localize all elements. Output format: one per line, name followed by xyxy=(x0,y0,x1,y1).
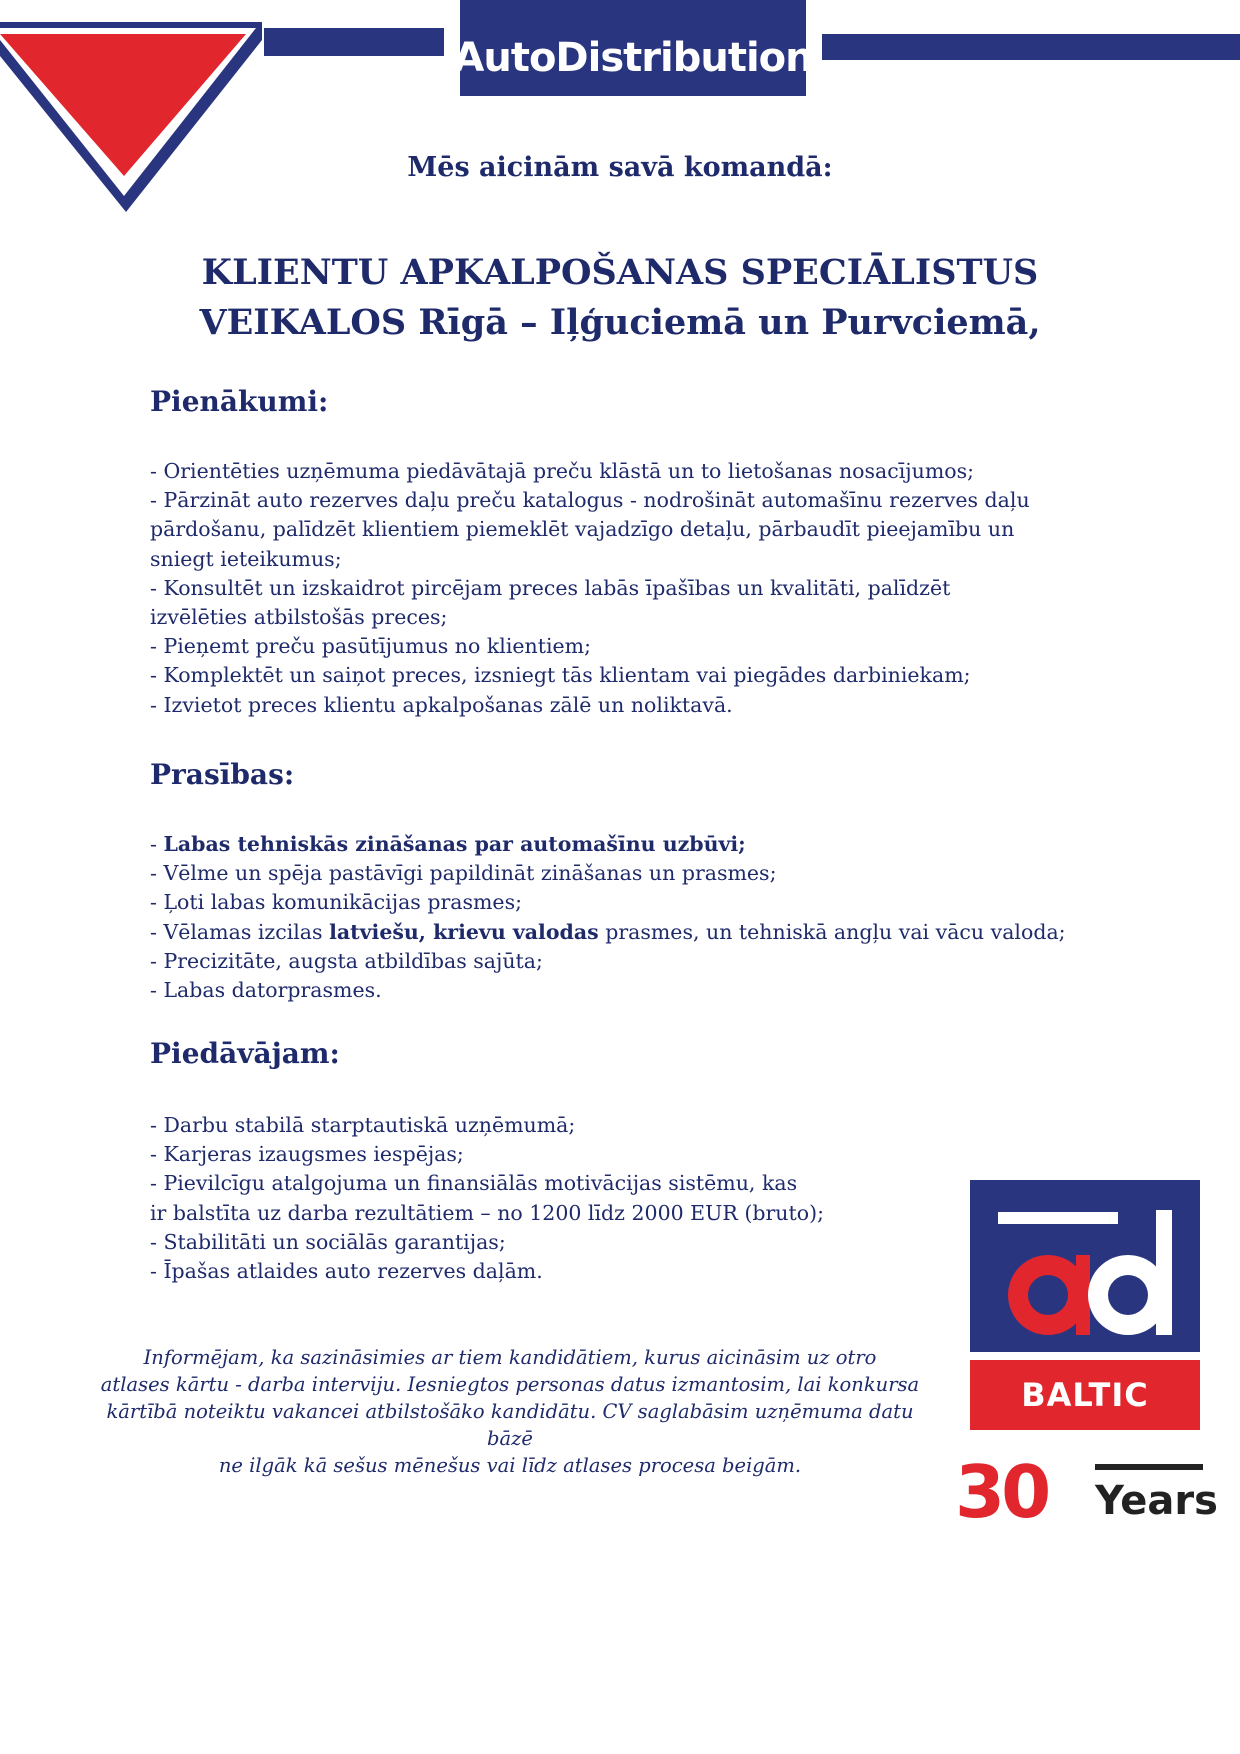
header-bar-left xyxy=(264,28,444,56)
note-line: kārtībā noteiktu vakancei atbilstošāko kandidātu. CV saglabāsim uzņēmuma datu bāzē xyxy=(106,1400,914,1450)
anniversary-mark xyxy=(955,1450,1218,1540)
note-line: ne ilgāk kā sešus mēnešus vai līdz atlases procesa beigām. xyxy=(218,1454,802,1477)
list-item: - Stabilitāti un sociālās garantijas; xyxy=(150,1229,506,1254)
item-prefix: - Vēlamas izcilas xyxy=(150,919,330,944)
list-item: - Pārzināt auto rezerves daļu preču katalogus - nodrošināt automašīnu rezerves daļu xyxy=(150,488,1030,513)
privacy-note xyxy=(90,1344,930,1479)
list-item: sniegt ieteikumus; xyxy=(150,546,342,571)
header-bar-right xyxy=(822,34,1240,60)
list-item: - Karjeras izaugsmes iespējas; xyxy=(150,1142,464,1167)
anniversary-underline xyxy=(1095,1464,1203,1470)
intro-text: Mēs aicinām savā komandā: xyxy=(407,152,833,183)
list-item: - Konsultēt un izskaidrot pircējam preces labās īpašības un kvalitāti, palīdzēt xyxy=(150,575,951,600)
job-title-line-2: VEIKALOS Rīgā – Iļģuciemā un Purvciemā, xyxy=(199,302,1041,343)
list-item: - Izvietot preces klientu apkalpošanas zālē un noliktavā. xyxy=(150,692,733,717)
ad-baltic-badge xyxy=(970,1180,1200,1430)
autodistribution-logo xyxy=(453,0,813,96)
list-item: pārdošanu, palīdzēt klientiem piemeklēt vajadzīgo detaļu, pārbaudīt pieejamību un xyxy=(150,517,1015,542)
logo-text: AutoDistribution xyxy=(453,35,813,81)
list-item: - Orientēties uzņēmuma piedāvātajā preču klāstā un to lietošanas nosacījumos; xyxy=(150,459,975,483)
list-item xyxy=(150,918,1150,947)
duties-heading: Pienākumi: xyxy=(150,385,329,418)
corner-chevron-graphic xyxy=(0,0,270,220)
item-suffix: prasmes, un tehniskā angļu vai vācu valoda; xyxy=(598,919,1066,944)
ad-logo-icon xyxy=(970,1180,1200,1352)
list-item: - Labas datorprasmes. xyxy=(150,978,382,1003)
job-title-line-1: KLIENTU APKALPOŠANAS SPECIĀLISTUS xyxy=(201,252,1039,293)
note-line: Informējam, ka sazināsimies ar tiem kandidātiem, kurus aicināsim uz otro xyxy=(143,1346,877,1369)
list-item xyxy=(150,830,1150,859)
requirements-list xyxy=(150,830,1150,1005)
list-item: - Īpašas atlaides auto rezerves daļām. xyxy=(150,1259,543,1284)
list-item: - Precizitāte, augsta atbildības sajūta; xyxy=(150,948,543,973)
item-prefix: - xyxy=(150,832,164,856)
list-item: - Darbu stabilā starptautiskā uzņēmumā; xyxy=(150,1113,576,1137)
anniversary-word: Years xyxy=(1095,1478,1218,1524)
list-item: - Pievilcīgu atalgojuma un finansiālās motivācijas sistēmu, kas xyxy=(150,1171,798,1196)
item-bold: Labas tehniskās zināšanas par automašīnu uzbūvi; xyxy=(163,832,746,856)
list-item: - Komplektēt un saiņot preces, izsniegt tās klientam vai piegādes darbiniekam; xyxy=(150,663,971,688)
requirements-heading: Prasības: xyxy=(150,758,295,791)
list-item: - Pieņemt preču pasūtījumus no klientiem; xyxy=(150,634,592,659)
offer-list xyxy=(150,1111,970,1286)
list-item: ir balstīta uz darba rezultātiem – no 1200 līdz 2000 EUR (bruto); xyxy=(150,1200,824,1225)
offer-heading: Piedāvājam: xyxy=(150,1037,340,1070)
list-item: - Ļoti labas komunikācijas prasmes; xyxy=(150,890,522,915)
list-item: - Vēlme un spēja pastāvīgi papildināt zināšanas un prasmes; xyxy=(150,861,777,886)
item-bold: latviešu, krievu valodas xyxy=(329,919,599,944)
baltic-panel xyxy=(970,1360,1200,1430)
anniversary-number: 30 xyxy=(955,1450,1048,1534)
baltic-label: BALTIC xyxy=(1021,1376,1149,1414)
duties-list xyxy=(150,457,1090,720)
note-line: atlases kārtu - darba interviju. Iesniegtos personas datus izmantosim, lai konkursa xyxy=(100,1373,920,1396)
list-item: izvēlēties atbilstošās preces; xyxy=(150,605,448,630)
